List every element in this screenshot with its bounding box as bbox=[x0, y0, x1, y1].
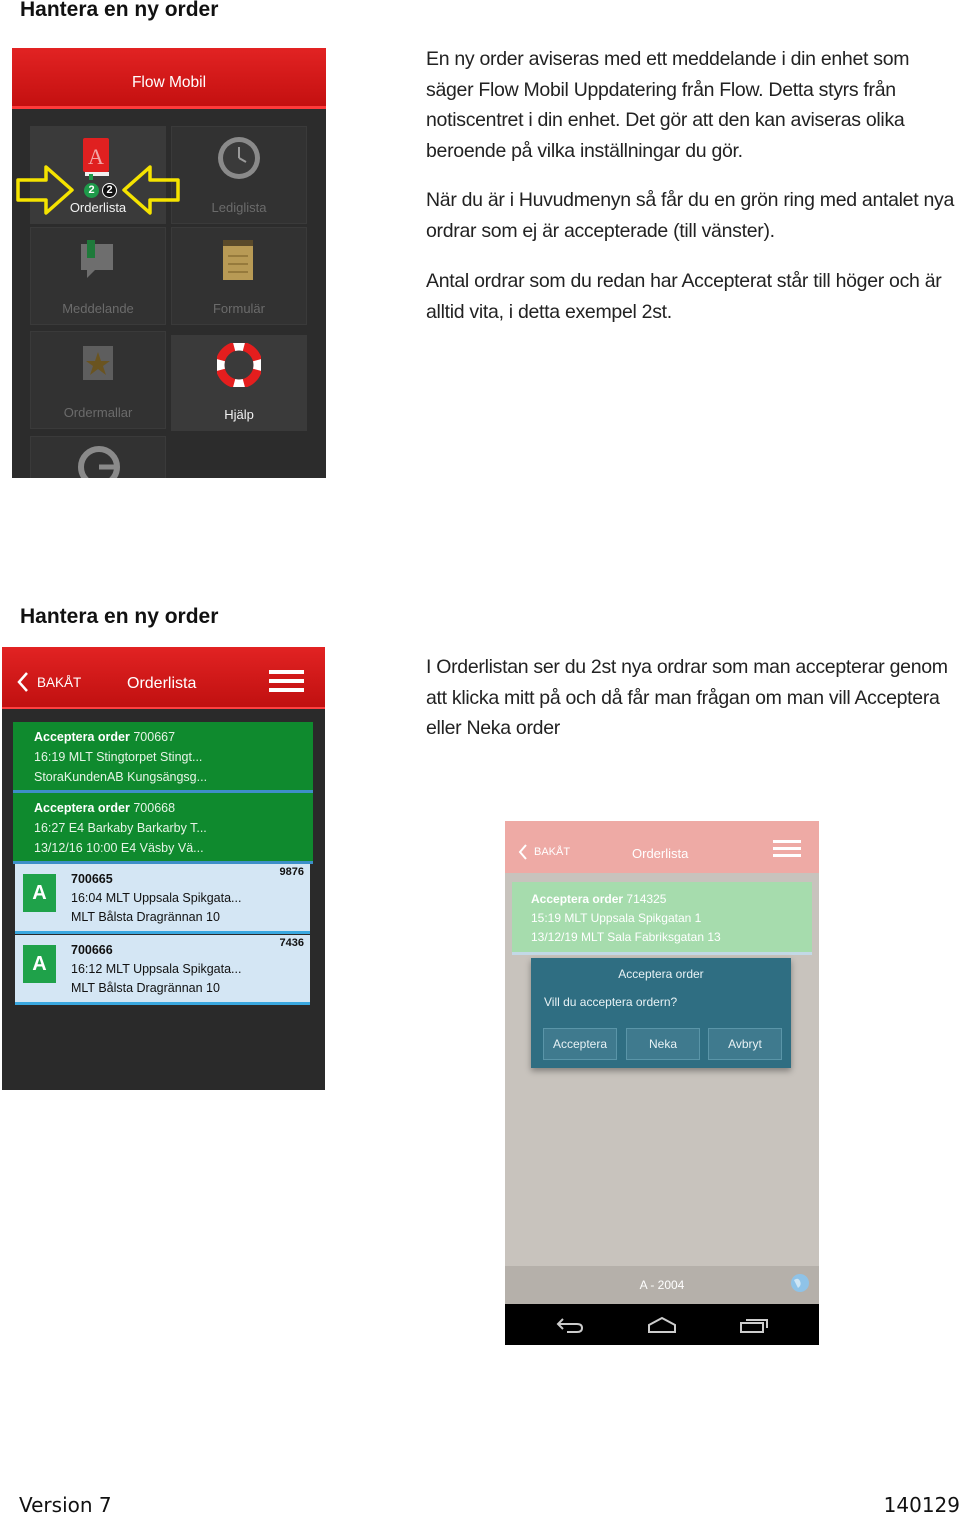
order-line2: MLT Bålsta Dragrännan 10 bbox=[71, 910, 220, 924]
tile-formular[interactable] bbox=[171, 227, 307, 325]
order-card-dimmed[interactable] bbox=[512, 882, 812, 955]
section-heading: Hantera en ny order bbox=[20, 605, 219, 628]
tile-label: Ordermallar bbox=[63, 405, 133, 420]
status-bar bbox=[505, 1266, 819, 1304]
order-number: 700668 bbox=[133, 801, 176, 815]
star-template-icon bbox=[79, 342, 117, 384]
paragraph-green-ring: När du är i Huvudmenyn så får du en grön ring med antalet nya ordrar som ej är accepterade (till vänster). bbox=[426, 189, 955, 242]
order-line2: MLT Bålsta Dragrännan 10 bbox=[71, 981, 220, 995]
menu-icon[interactable] bbox=[773, 839, 803, 859]
order-number: 700665 bbox=[71, 872, 113, 886]
order-value: 9876 bbox=[279, 866, 304, 878]
tile-label: Orderlista bbox=[69, 200, 127, 215]
settings-icon bbox=[77, 445, 121, 478]
back-nav-icon[interactable] bbox=[555, 1316, 585, 1334]
order-title: Acceptera order bbox=[34, 801, 130, 815]
cancel-button[interactable]: Avbryt bbox=[708, 1028, 782, 1060]
order-line2: 13/12/16 10:00 E4 Väsby Vä... bbox=[34, 841, 204, 855]
accepted-badge: A bbox=[23, 874, 56, 912]
menu-icon[interactable] bbox=[269, 669, 305, 693]
accepted-order-card[interactable] bbox=[15, 864, 310, 934]
orderlist-header bbox=[2, 647, 325, 709]
order-number: 700666 bbox=[71, 943, 113, 957]
order-number: 700667 bbox=[133, 730, 176, 744]
tile-partial[interactable] bbox=[30, 436, 166, 478]
svg-text:A: A bbox=[88, 144, 104, 169]
accepted-badge: A bbox=[23, 945, 56, 983]
tile-meddelande[interactable] bbox=[30, 227, 166, 325]
recent-apps-nav-icon[interactable] bbox=[738, 1316, 770, 1334]
back-chevron-icon[interactable] bbox=[16, 671, 30, 693]
order-line1: 16:19 MLT Stingtorpet Stingt... bbox=[34, 750, 203, 764]
section-heading: Hantera en ny order bbox=[20, 0, 219, 21]
reject-button[interactable]: Neka bbox=[626, 1028, 700, 1060]
screen-title: Orderlista bbox=[127, 675, 197, 692]
orderlist-header-dimmed bbox=[505, 821, 819, 873]
back-button[interactable]: BAKÅT bbox=[37, 675, 82, 690]
new-order-card[interactable] bbox=[13, 793, 313, 864]
tile-label: Formulär bbox=[212, 301, 265, 316]
tile-label: Hjälp bbox=[224, 407, 254, 422]
screen-title: Orderlista bbox=[632, 846, 689, 861]
order-title: Acceptera order bbox=[34, 730, 130, 744]
accept-button[interactable]: Acceptera bbox=[543, 1028, 617, 1060]
arrow-right-icon bbox=[16, 164, 76, 216]
order-line2: StoraKundenAB Kungsängsg... bbox=[34, 770, 208, 784]
order-line2: 13/12/19 MLT Sala Fabriksgatan 13 bbox=[531, 930, 721, 944]
order-line1: 16:27 E4 Barkaby Barkarby T... bbox=[34, 821, 207, 835]
paragraph-orderlist: I Orderlistan ser du 2st nya ordrar som man accepterar genom att klicka mitt på och då får man frågan om man vill Acceptera eller Neka order bbox=[426, 656, 948, 739]
order-line1: 16:12 MLT Uppsala Spikgata... bbox=[71, 962, 242, 976]
status-text: A - 2004 bbox=[639, 1278, 685, 1292]
tile-hjalp[interactable] bbox=[171, 335, 307, 431]
dialog-title: Acceptera order bbox=[618, 967, 704, 981]
tile-ordermallar[interactable] bbox=[30, 331, 166, 429]
back-button[interactable]: BAKÅT bbox=[534, 846, 571, 858]
order-number: 714325 bbox=[626, 892, 667, 906]
clock-icon bbox=[216, 135, 262, 181]
app-header bbox=[12, 48, 326, 109]
lifebuoy-icon bbox=[217, 343, 261, 387]
order-value: 7436 bbox=[279, 937, 304, 949]
home-nav-icon[interactable] bbox=[646, 1316, 678, 1334]
accepted-orders-badge: 2 bbox=[102, 183, 117, 198]
footer-date: 140129 bbox=[883, 1493, 960, 1517]
back-chevron-icon[interactable] bbox=[517, 843, 529, 861]
orderlist-screenshot bbox=[2, 647, 325, 1090]
paragraph-notification: En ny order aviseras med ett meddelande i din enhet som säger Flow Mobil Uppdatering från Flow. Detta styrs från notiscentret i din enhet. Det gör att den kan aviseras olika beroende på vilka inställningar du gör. bbox=[426, 48, 910, 162]
footer-version: Version 7 bbox=[19, 1493, 112, 1517]
main-menu-screenshot bbox=[12, 48, 326, 478]
arrow-left-icon bbox=[120, 164, 180, 216]
android-nav-bar bbox=[505, 1304, 819, 1345]
red-book-icon bbox=[81, 136, 113, 180]
order-line1: 15:19 MLT Uppsala Spikgatan 1 bbox=[531, 911, 702, 925]
message-icon bbox=[77, 238, 117, 282]
tile-label: Meddelande bbox=[62, 301, 134, 316]
new-orders-badge: 2 bbox=[84, 183, 99, 198]
paragraph-accepted: Antal ordrar som du redan har Accepterat står till höger och är alltid vita, i detta exempel 2st. bbox=[426, 270, 942, 323]
app-title: Flow Mobil bbox=[131, 74, 207, 91]
dialog-question: Vill du acceptera ordern? bbox=[544, 995, 678, 1009]
tile-lediglista[interactable] bbox=[171, 126, 307, 224]
notepad-icon bbox=[220, 238, 256, 282]
globe-icon[interactable] bbox=[789, 1272, 811, 1294]
accept-dialog-screenshot bbox=[505, 821, 819, 1345]
tile-label: Lediglista bbox=[211, 200, 267, 215]
order-line1: 16:04 MLT Uppsala Spikgata... bbox=[71, 891, 242, 905]
order-title: Acceptera order bbox=[531, 892, 624, 906]
accepted-order-card[interactable] bbox=[15, 935, 310, 1005]
new-order-card[interactable] bbox=[13, 722, 313, 793]
